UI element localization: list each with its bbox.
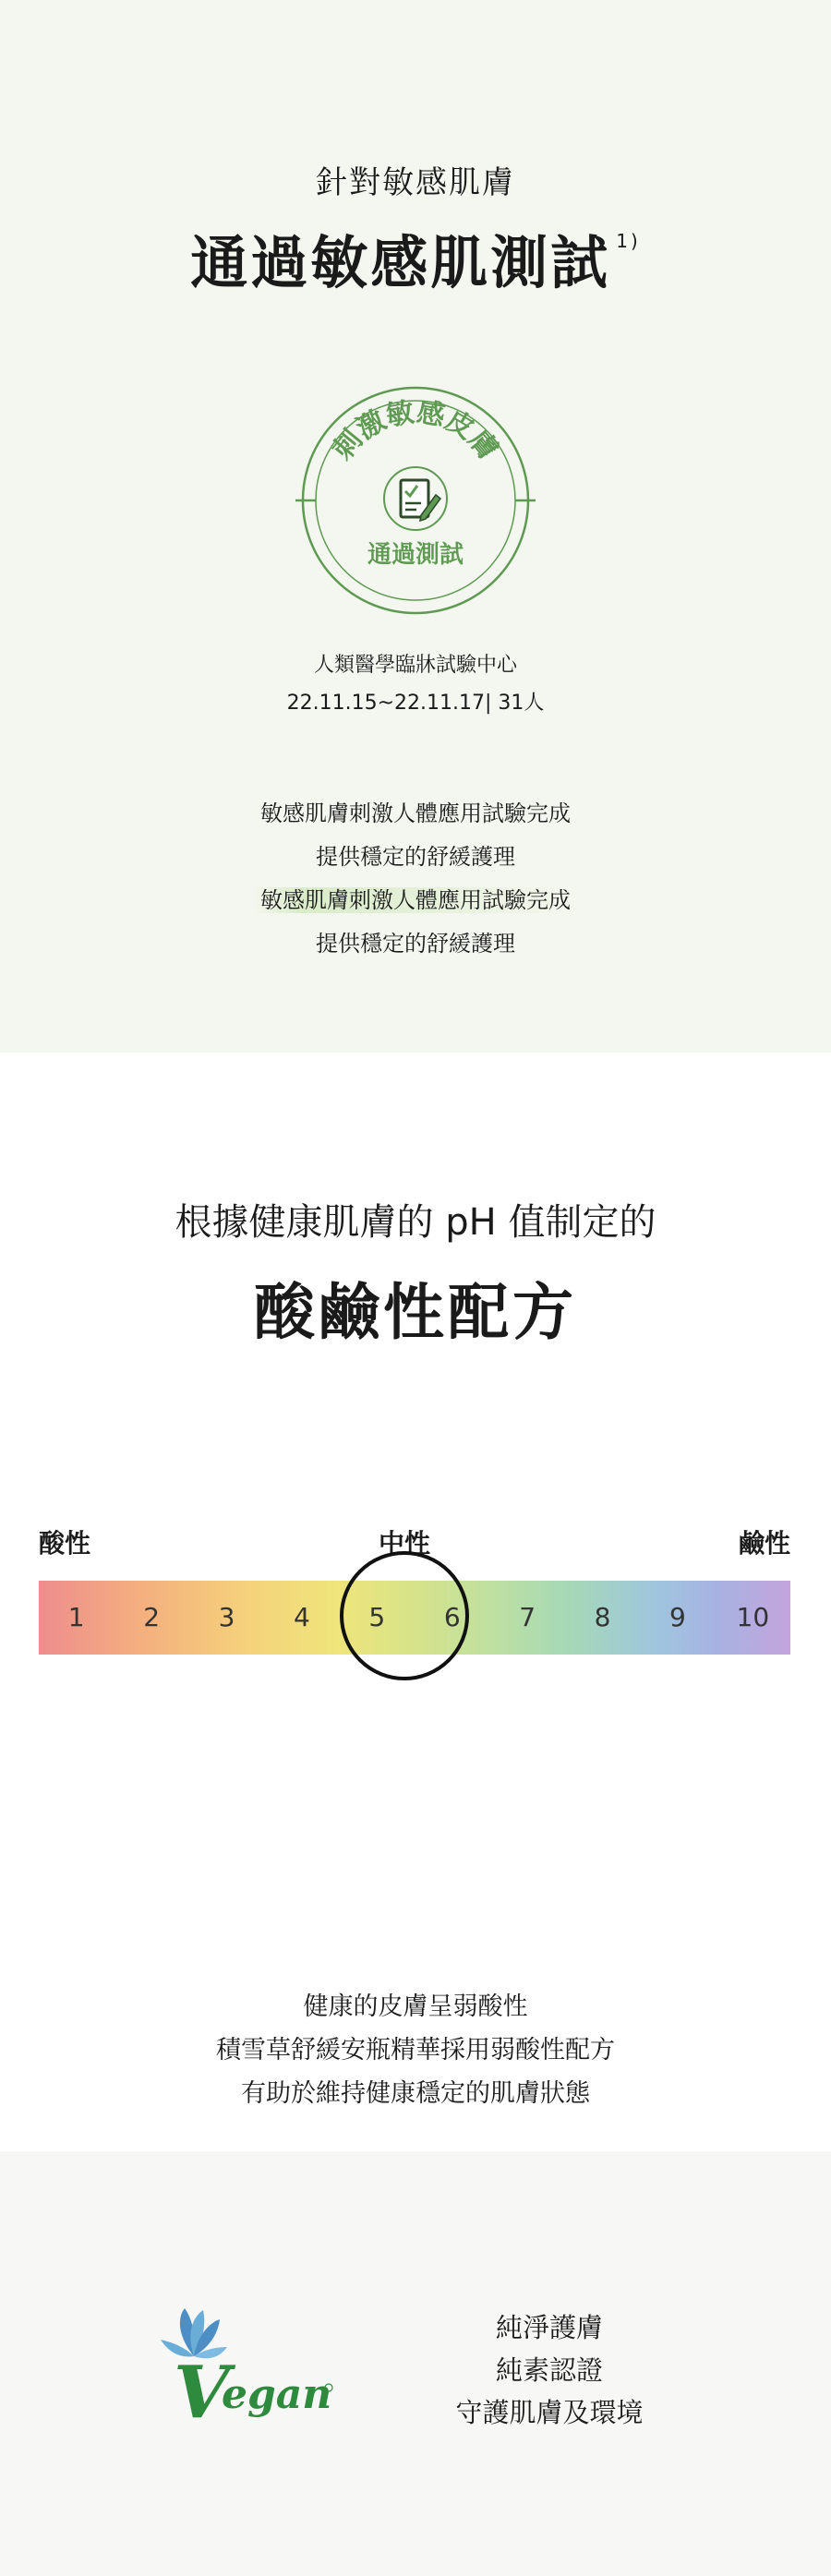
test-dates: 22.11.15~22.11.17| 31人	[286, 692, 545, 715]
ph-label-alkaline: 鹼性	[738, 1528, 790, 1559]
ph-highlight-circle	[340, 1551, 469, 1680]
section-subtitle: 針對敏感肌膚	[316, 164, 515, 201]
svg-text:egan: egan	[222, 2371, 332, 2418]
badge-bottom-text: 通過測試	[367, 541, 464, 569]
description-line: 敏感肌膚刺激人體應用試驗完成	[260, 800, 571, 826]
ph-value-8: 8	[594, 1602, 611, 1632]
ph-value-9: 9	[669, 1602, 686, 1632]
lab-name: 人類醫學臨牀試驗中心	[313, 654, 517, 677]
ph-value-4: 4	[294, 1602, 310, 1632]
ph-value-1: 1	[67, 1602, 85, 1632]
ph-value-7: 7	[519, 1602, 536, 1632]
section-title: 酸鹼性配方	[254, 1277, 577, 1348]
test-passed-badge	[295, 380, 536, 620]
sensitive-test-section	[0, 0, 831, 1053]
section-subtitle: 根據健康肌膚的 pH 值制定的	[175, 1201, 656, 1244]
ph-value-3: 3	[218, 1602, 235, 1632]
ph-value-6: 6	[443, 1602, 461, 1632]
ph-value-10: 10	[736, 1602, 770, 1632]
badge-top-text: 刺激敏感皮膚	[326, 396, 505, 466]
description-line: 健康的皮膚呈弱酸性	[303, 1992, 528, 2021]
title-text: 通過敏感肌測試	[190, 229, 611, 296]
description-line: 純素認證	[495, 2354, 603, 2386]
description-line: 提供穩定的舒緩護理	[316, 844, 515, 870]
document-check-icon	[384, 467, 447, 530]
description-line: 提供穩定的舒緩護理	[316, 931, 515, 957]
test-description	[0, 792, 831, 966]
section-title	[0, 217, 831, 299]
description-line-highlighted: 敏感肌膚刺激人體應用試驗完成	[0, 879, 831, 922]
svg-text:V: V	[174, 2351, 230, 2428]
vegan-logo	[157, 2299, 342, 2428]
footnote-marker: 1)	[616, 230, 641, 252]
description-line: 有助於維持健康穩定的肌膚狀態	[241, 2079, 590, 2108]
description-line: 積雪草舒緩安瓶精華採用弱酸性配方	[216, 2036, 615, 2064]
ph-value-5: 5	[368, 1602, 386, 1632]
ph-value-2: 2	[143, 1602, 161, 1632]
description-line: 純淨護膚	[495, 2312, 603, 2343]
vegan-section	[0, 2151, 831, 2576]
vegan-description	[443, 2306, 656, 2434]
ph-label-acid: 酸性	[39, 1528, 91, 1559]
description-line: 守護肌膚及環境	[455, 2397, 644, 2428]
ph-description	[0, 1985, 831, 2115]
ph-section	[0, 1053, 831, 2151]
ph-label-neutral: 中性	[379, 1528, 431, 1559]
